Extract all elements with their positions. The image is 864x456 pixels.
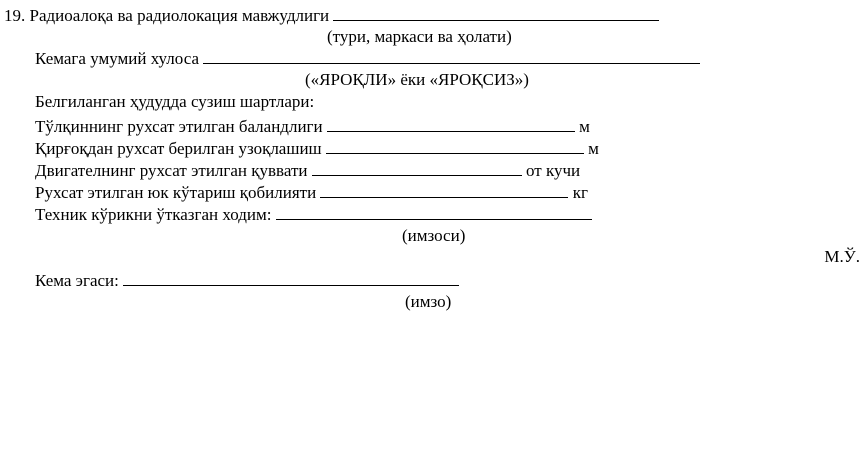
wave-field[interactable] [327, 116, 575, 132]
load-label: Рухсат этилган юк кўтариш қобилияти [35, 183, 317, 202]
owner-signature-field[interactable] [123, 270, 459, 286]
load-field[interactable] [320, 182, 568, 198]
shore-unit: м [588, 139, 599, 158]
engine-line [35, 160, 580, 181]
conclusion-label: Кемага умумий хулоса [35, 49, 200, 68]
inspector-line [35, 204, 592, 225]
engine-field[interactable] [312, 160, 522, 176]
wave-line [35, 116, 590, 137]
shore-line [35, 138, 599, 159]
conditions-heading: Белгиланган ҳудудда сузиш шартлари: [35, 92, 315, 111]
wave-unit: м [579, 117, 590, 136]
owner-label: Кема эгаси: [35, 271, 119, 290]
owner-line [35, 270, 459, 291]
inspector-label: Техник кўрикни ўтказган ходим: [35, 205, 272, 224]
engine-label: Двигателнинг рухсат этилган қуввати [35, 161, 308, 180]
item19-caption: (тури, маркаси ва ҳолати) [327, 27, 512, 46]
item19-label: 19. Радиоалоқа ва радиолокация мавжудлиги [4, 6, 330, 25]
load-unit: кг [572, 183, 588, 202]
item19-field[interactable] [333, 5, 659, 21]
shore-field[interactable] [326, 138, 584, 154]
load-line [35, 182, 588, 203]
item19-line [4, 5, 659, 26]
owner-caption: (имзо) [405, 292, 452, 311]
inspector-signature-field[interactable] [276, 204, 592, 220]
inspector-caption: (имзоси) [402, 226, 466, 245]
conclusion-caption: («ЯРОҚЛИ» ёки «ЯРОҚСИЗ») [305, 70, 529, 89]
shore-label: Қирғоқдан рухсат берилган узоқлашиш [35, 139, 322, 158]
seal-mark: М.Ў. [824, 247, 860, 266]
conclusion-line [35, 48, 700, 69]
engine-unit: от кучи [526, 161, 581, 180]
wave-label: Тўлқиннинг рухсат этилган баландлиги [35, 117, 323, 136]
conclusion-field[interactable] [203, 48, 700, 64]
